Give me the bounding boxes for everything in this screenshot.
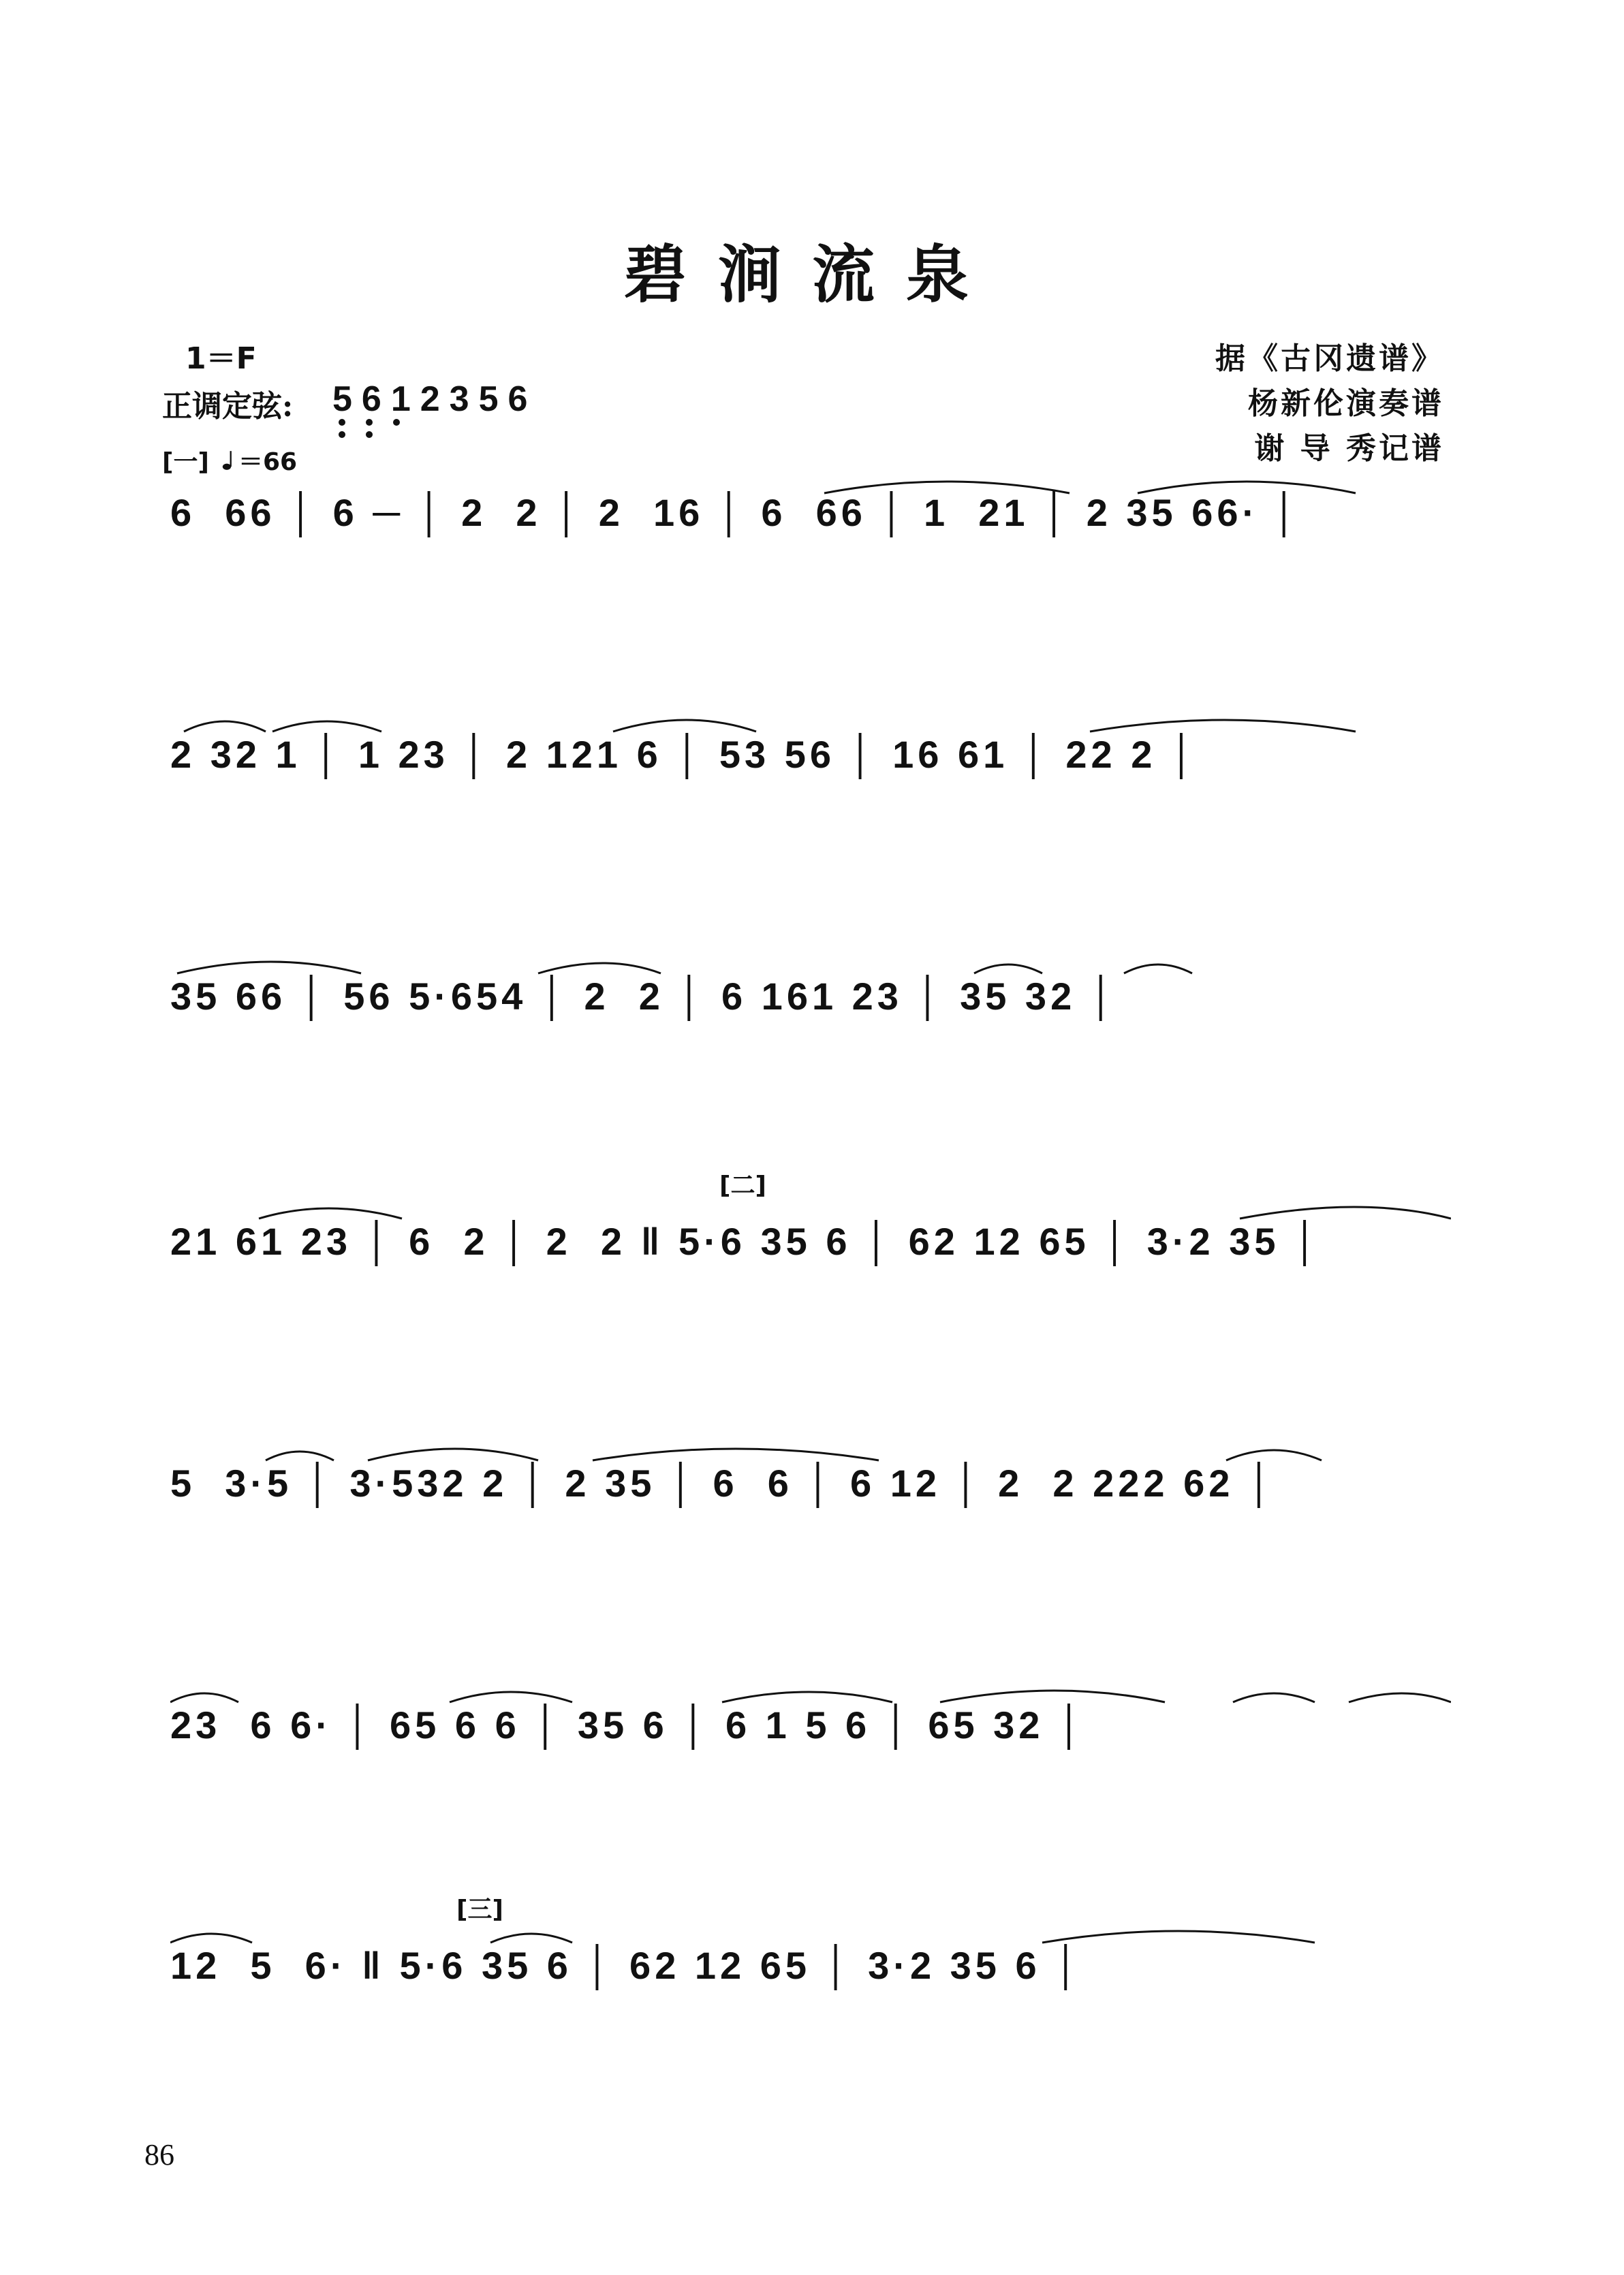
system-4-notation: 21 61 23 │ 6 2 │ 2 2 ‖ 5·6 35 6 │ 62 12 65 │ 3·2 35 │	[170, 1220, 1323, 1263]
section-label-3: [三]	[456, 1896, 503, 1924]
system-2-slurs	[170, 708, 1451, 736]
system-5-slurs	[170, 1437, 1451, 1464]
system-4-slurs	[170, 1195, 1451, 1223]
system-1-slurs	[170, 470, 1451, 497]
tuning-label: 正调定弦:	[162, 389, 294, 424]
system-1-notation: 6 66 │ 6 ─ │ 2 2 │ 2 16 │ 6 66 │ 1 21 │ 2 35 66· │	[170, 491, 1302, 534]
system-7-slurs	[170, 1919, 1451, 1947]
tuning-notes: 5612356	[332, 379, 537, 419]
system-3-notation: 35 66 │ 56 5·654 │ 2 2 │ 6 161 23 │ 35 32 │	[170, 975, 1119, 1018]
transcriber-credit: 谢 导 秀记谱	[1254, 431, 1444, 466]
page-number: 86	[144, 2138, 174, 2171]
system-6-notation: 23 6 6· │ 65 6 6 │ 35 6 │ 6 1 5 6 │ 65 32 │	[170, 1704, 1087, 1746]
system-2-notation: 2 32 1 │ 1 23 │ 2 121 6 │ 53 56 │ 16 61 │ 22 2 │	[170, 733, 1199, 776]
source-credit: 据《古冈遗谱》	[1215, 341, 1444, 376]
system-5-notation: 5 3·5 │ 3·532 2 │ 2 35 │ 6 6 │ 6 12 │ 2 2 222 62 │	[170, 1462, 1277, 1505]
system-3-slurs	[170, 950, 1451, 977]
key-signature: 1＝F	[185, 341, 257, 376]
performer-credit: 杨新伦演奏谱	[1248, 386, 1444, 421]
system-7-notation: 12 5 6· ‖ 5·6 35 6 │ 62 12 65 │ 3·2 35 6 │	[170, 1944, 1084, 1987]
system-6-slurs	[170, 1679, 1451, 1706]
tempo-value: ＝66	[238, 448, 298, 476]
score-title: 碧涧流泉	[623, 238, 1000, 311]
section-label-2: [二]	[719, 1172, 766, 1199]
section-label-1: [一]	[162, 448, 209, 476]
tuning-dots	[332, 417, 537, 451]
